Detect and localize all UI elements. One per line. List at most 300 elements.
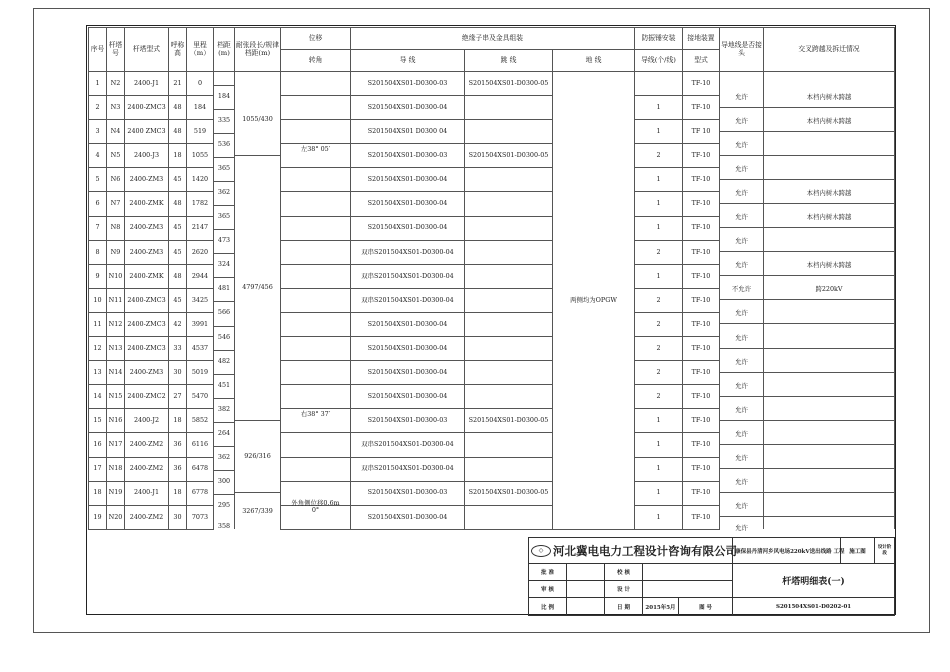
row-grounding: TF-10 xyxy=(683,337,720,361)
row-mileage: 6478 xyxy=(187,457,214,481)
header-pole-type: 杆塔型式 xyxy=(125,28,169,72)
row-mileage: 4537 xyxy=(187,337,214,361)
stage-note: 设计阶段 xyxy=(875,538,895,564)
header-displacement: 位移 xyxy=(281,28,351,50)
row-jumper xyxy=(465,361,553,385)
span-value: 264 xyxy=(217,428,231,437)
span-divider xyxy=(214,446,235,447)
row-damper: 1 xyxy=(635,216,683,240)
joint-divider xyxy=(720,155,895,156)
row-grounding: TF-10 xyxy=(683,385,720,409)
span-value: 335 xyxy=(217,115,231,124)
span-divider xyxy=(214,350,235,351)
joint-allowed-value: 允许 xyxy=(735,405,748,414)
joint-divider xyxy=(720,179,895,180)
row-pole-type: 2400-ZMC2 xyxy=(125,385,169,409)
check-value xyxy=(643,564,733,581)
span-divider xyxy=(214,326,235,327)
row-nominal-height: 30 xyxy=(169,361,187,385)
row-grounding: TF-10 xyxy=(683,409,720,433)
span-divider xyxy=(214,301,235,302)
header-damper: 防振锤安装 xyxy=(635,28,683,50)
row-grounding: TF-10 xyxy=(683,216,720,240)
joint-divider xyxy=(720,348,895,349)
row-grounding: TF-10 xyxy=(683,96,720,120)
row-nominal-height: 21 xyxy=(169,72,187,96)
joint-divider xyxy=(720,492,895,493)
row-mileage: 5019 xyxy=(187,361,214,385)
span-divider xyxy=(214,494,235,495)
row-tension-section xyxy=(235,168,281,192)
tension-section-value: 3267/339 xyxy=(242,506,273,515)
row-seq: 18 xyxy=(89,481,107,505)
row-damper: 2 xyxy=(635,312,683,336)
row-turn-angle xyxy=(281,312,351,336)
row-grounding: TF-10 xyxy=(683,361,720,385)
row-crossing xyxy=(764,337,895,361)
row-nominal-height: 48 xyxy=(169,96,187,120)
turn-angle-n16: 右38° 37′ xyxy=(300,409,331,418)
row-grounding: TF-10 xyxy=(683,264,720,288)
design-value xyxy=(643,581,733,598)
row-tension-section xyxy=(235,240,281,264)
span-divider xyxy=(214,229,235,230)
row-jumper: S201504XS01-D0300-05 xyxy=(465,481,553,505)
row-crossing xyxy=(764,385,895,409)
row-mileage: 0 xyxy=(187,72,214,96)
row-grounding: TF-10 xyxy=(683,192,720,216)
span-value: 362 xyxy=(217,453,231,461)
row-jumper xyxy=(465,505,553,529)
span-value: 382 xyxy=(217,404,231,413)
row-jumper xyxy=(465,288,553,312)
row-conductor: S201504XS01-D0300-03 xyxy=(351,409,465,433)
row-ground-wire: 两侧均为OPGW xyxy=(553,72,635,530)
row-pole-no: N12 xyxy=(107,312,125,336)
row-mileage: 2620 xyxy=(187,240,214,264)
row-damper: 1 xyxy=(635,433,683,457)
row-pole-no: N2 xyxy=(107,72,125,96)
row-pole-type: 2400-ZM2 xyxy=(125,505,169,529)
span-value: 358 xyxy=(217,522,231,531)
row-nominal-height: 36 xyxy=(169,457,187,481)
row-pole-type: 2400-J3 xyxy=(125,144,169,168)
stage: 施工图 xyxy=(841,538,875,564)
row-damper: 1 xyxy=(635,505,683,529)
drawing-title: 杆塔明细表(一) xyxy=(733,564,895,598)
row-pole-no: N8 xyxy=(107,216,125,240)
row-jumper xyxy=(465,216,553,240)
row-mileage: 519 xyxy=(187,120,214,144)
row-pole-no: N10 xyxy=(107,264,125,288)
row-jumper xyxy=(465,457,553,481)
row-seq: 2 xyxy=(89,96,107,120)
company-logo-icon: ◇ xyxy=(531,545,551,557)
row-conductor: 双串S201504XS01-D0300-04 xyxy=(351,457,465,481)
row-pole-type: 2400-J2 xyxy=(125,409,169,433)
row-mileage: 6116 xyxy=(187,433,214,457)
span-divider xyxy=(214,470,235,471)
row-mileage: 1420 xyxy=(187,168,214,192)
joint-divider xyxy=(720,107,895,108)
row-conductor: S201504XS01-D0300-03 xyxy=(351,72,465,96)
joint-divider xyxy=(720,131,895,132)
joint-divider xyxy=(720,275,895,276)
span-divider xyxy=(214,157,235,158)
row-nominal-height: 36 xyxy=(169,433,187,457)
span-divider xyxy=(214,181,235,182)
row-tension-section xyxy=(235,409,281,433)
row-jumper xyxy=(465,96,553,120)
row-conductor: S201504XS01-D0300-04 xyxy=(351,168,465,192)
row-damper: 2 xyxy=(635,337,683,361)
table-row xyxy=(89,312,895,336)
row-mileage: 1782 xyxy=(187,192,214,216)
span-value: 546 xyxy=(217,332,231,341)
row-pole-no: N15 xyxy=(107,385,125,409)
date-value: 2015年5月 xyxy=(643,598,679,616)
pole-detail-table xyxy=(88,27,895,533)
row-seq: 12 xyxy=(89,337,107,361)
header-joint: 导地线是否接头 xyxy=(720,28,764,72)
drawing-no-label: 图 号 xyxy=(679,598,733,616)
table-row xyxy=(89,385,895,409)
row-jumper xyxy=(465,312,553,336)
row-grounding: TF-10 xyxy=(683,168,720,192)
review-value xyxy=(567,581,605,598)
joint-allowed-value: 允许 xyxy=(735,381,748,390)
row-damper xyxy=(635,72,683,96)
row-pole-type: 2400-ZM3 xyxy=(125,361,169,385)
date-label: 日 期 xyxy=(605,598,643,616)
row-seq: 16 xyxy=(89,433,107,457)
joint-allowed-value: 允许 xyxy=(735,261,748,270)
row-pole-type: 2400-ZM2 xyxy=(125,433,169,457)
row-seq: 10 xyxy=(89,288,107,312)
row-tension-section xyxy=(235,361,281,385)
row-turn-angle xyxy=(281,72,351,96)
row-damper: 2 xyxy=(635,144,683,168)
row-nominal-height: 48 xyxy=(169,192,187,216)
row-damper: 1 xyxy=(635,120,683,144)
joint-allowed-value: 允许 xyxy=(735,478,748,487)
row-pole-no: N20 xyxy=(107,505,125,529)
row-seq: 3 xyxy=(89,120,107,144)
row-mileage: 3425 xyxy=(187,288,214,312)
row-seq: 6 xyxy=(89,192,107,216)
row-seq: 17 xyxy=(89,457,107,481)
joint-divider xyxy=(720,516,895,517)
row-pole-type: 2400-J1 xyxy=(125,72,169,96)
row-crossing xyxy=(764,457,895,481)
row-nominal-height: 45 xyxy=(169,240,187,264)
crossing-value: 本档内树木跨越 xyxy=(806,213,852,222)
row-pole-no: N13 xyxy=(107,337,125,361)
header-grounding-sub: 型式 xyxy=(683,50,720,72)
row-conductor: S201504XS01-D0300-04 xyxy=(351,192,465,216)
row-pole-type: 2400-ZMC3 xyxy=(125,96,169,120)
row-damper: 1 xyxy=(635,192,683,216)
joint-divider xyxy=(720,396,895,397)
span-divider xyxy=(214,85,235,86)
joint-allowed-value: 允许 xyxy=(735,333,748,342)
row-seq: 11 xyxy=(89,312,107,336)
row-tension-section xyxy=(235,192,281,216)
row-damper: 1 xyxy=(635,409,683,433)
joint-divider xyxy=(720,372,895,373)
row-conductor: S201504XS01-D0300-04 xyxy=(351,216,465,240)
row-crossing xyxy=(764,144,895,168)
row-pole-type: 2400-ZMK xyxy=(125,264,169,288)
row-conductor: S201504XS01-D0300-04 xyxy=(351,96,465,120)
row-pole-no: N16 xyxy=(107,409,125,433)
row-nominal-height: 18 xyxy=(169,481,187,505)
joint-divider xyxy=(720,468,895,469)
row-seq: 14 xyxy=(89,385,107,409)
row-grounding: TF 10 xyxy=(683,120,720,144)
span-divider xyxy=(214,253,235,254)
turn-angle-n19: 0° xyxy=(311,506,320,515)
span-value: 184 xyxy=(217,91,231,100)
row-pole-type: 2400-ZMK xyxy=(125,192,169,216)
row-seq: 8 xyxy=(89,240,107,264)
row-damper: 2 xyxy=(635,288,683,312)
span-value: 481 xyxy=(217,284,231,293)
span-divider xyxy=(214,422,235,423)
span-divider xyxy=(214,109,235,110)
row-crossing xyxy=(764,361,895,385)
joint-allowed-value: 允许 xyxy=(735,357,748,366)
span-value: 482 xyxy=(217,356,231,365)
scale-label: 比 例 xyxy=(529,598,567,616)
span-value: 451 xyxy=(217,380,231,389)
row-grounding: TF-10 xyxy=(683,481,720,505)
review-label: 审 核 xyxy=(529,581,567,598)
joint-allowed-value: 允许 xyxy=(735,213,748,222)
header-crossing: 交叉跨越及拆迁情况 xyxy=(764,28,895,72)
joint-divider xyxy=(720,227,895,228)
row-tension-section xyxy=(235,312,281,336)
row-pole-type: 2400-ZMC3 xyxy=(125,312,169,336)
row-damper: 1 xyxy=(635,481,683,505)
row-grounding: TF-10 xyxy=(683,72,720,96)
joint-allowed-value: 允许 xyxy=(735,524,748,533)
header-pole-no: 杆塔号 xyxy=(107,28,125,72)
row-turn-angle xyxy=(281,457,351,481)
span-divider xyxy=(214,374,235,375)
joint-allowed-value: 允许 xyxy=(735,164,748,173)
table-row xyxy=(89,433,895,457)
row-pole-no: N19 xyxy=(107,481,125,505)
row-seq: 5 xyxy=(89,168,107,192)
row-grounding: TF-10 xyxy=(683,505,720,529)
row-seq: 9 xyxy=(89,264,107,288)
scale-value xyxy=(567,598,605,616)
row-pole-no: N3 xyxy=(107,96,125,120)
row-pole-no: N9 xyxy=(107,240,125,264)
row-nominal-height: 33 xyxy=(169,337,187,361)
span-value: 473 xyxy=(217,236,231,245)
tension-divider xyxy=(235,420,281,421)
row-conductor: 双串S201504XS01-D0300-04 xyxy=(351,433,465,457)
row-pole-type: 2400-ZMC3 xyxy=(125,288,169,312)
row-seq: 7 xyxy=(89,216,107,240)
header-turn-angle: 转角 xyxy=(281,50,351,72)
header-tension-section: 耐张段长/规律档距(m) xyxy=(235,28,281,72)
row-nominal-height: 27 xyxy=(169,385,187,409)
table-row xyxy=(89,505,895,529)
row-pole-type: 2400-ZMC3 xyxy=(125,337,169,361)
span-value: 324 xyxy=(217,260,231,269)
row-tension-section xyxy=(235,120,281,144)
span-value: 362 xyxy=(217,187,231,196)
row-pole-type: 2400-ZM3 xyxy=(125,216,169,240)
row-damper: 1 xyxy=(635,168,683,192)
span-value: 365 xyxy=(217,163,231,172)
header-mileage: 里程（m） xyxy=(187,28,214,72)
row-jumper xyxy=(465,433,553,457)
row-nominal-height: 45 xyxy=(169,288,187,312)
row-grounding: TF-10 xyxy=(683,433,720,457)
table-row xyxy=(89,361,895,385)
row-crossing xyxy=(764,481,895,505)
crossing-value: 本档内树木跨越 xyxy=(806,261,852,270)
approve-label: 批 准 xyxy=(529,564,567,581)
span-divider xyxy=(214,205,235,206)
header-span: 档距(m) xyxy=(214,28,235,72)
crossing-value: 本档内树木跨越 xyxy=(806,92,852,101)
row-nominal-height: 45 xyxy=(169,216,187,240)
span-value: 536 xyxy=(217,139,231,148)
title-block xyxy=(528,537,894,615)
row-turn-angle xyxy=(281,385,351,409)
joint-allowed-value: 允许 xyxy=(735,502,748,511)
row-turn-angle xyxy=(281,264,351,288)
row-grounding: TF-10 xyxy=(683,240,720,264)
span-value: 566 xyxy=(217,308,231,317)
row-conductor: S201504XS01-D0300-04 xyxy=(351,312,465,336)
table-row xyxy=(89,409,895,433)
design-label: 设 计 xyxy=(605,581,643,598)
row-mileage: 3991 xyxy=(187,312,214,336)
row-turn-angle xyxy=(281,168,351,192)
row-tension-section xyxy=(235,144,281,168)
table-row xyxy=(89,144,895,168)
row-jumper xyxy=(465,385,553,409)
row-turn-angle xyxy=(281,192,351,216)
header-conductor: 导 线 xyxy=(351,50,465,72)
header-damper-sub: 导线(个/线) xyxy=(635,50,683,72)
row-nominal-height: 42 xyxy=(169,312,187,336)
tension-section-value: 4797/456 xyxy=(242,283,273,292)
joint-allowed-value: 允许 xyxy=(735,140,748,149)
row-conductor: S201504XS01 D0300 04 xyxy=(351,120,465,144)
row-pole-type: 2400-ZM2 xyxy=(125,457,169,481)
check-label: 校 核 xyxy=(605,564,643,581)
row-pole-type: 2400-J1 xyxy=(125,481,169,505)
row-turn-angle xyxy=(281,433,351,457)
row-damper: 2 xyxy=(635,361,683,385)
row-mileage: 184 xyxy=(187,96,214,120)
row-conductor: S201504XS01-D0300-03 xyxy=(351,481,465,505)
row-grounding: TF-10 xyxy=(683,288,720,312)
crossing-value: 跨220kV xyxy=(815,285,843,294)
joint-divider xyxy=(720,420,895,421)
row-mileage: 6778 xyxy=(187,481,214,505)
row-conductor: 双串S201504XS01-D0300-04 xyxy=(351,288,465,312)
row-jumper xyxy=(465,264,553,288)
row-damper: 2 xyxy=(635,240,683,264)
row-damper: 1 xyxy=(635,457,683,481)
row-pole-no: N6 xyxy=(107,168,125,192)
row-crossing xyxy=(764,409,895,433)
row-damper: 1 xyxy=(635,96,683,120)
joint-divider xyxy=(720,251,895,252)
span-value: 300 xyxy=(217,477,231,486)
row-pole-no: N5 xyxy=(107,144,125,168)
row-nominal-height: 30 xyxy=(169,505,187,529)
project-name: 康保县丹清河乡风电场220kV送出线路 工程 xyxy=(733,538,841,564)
row-grounding: TF-10 xyxy=(683,457,720,481)
company-name xyxy=(529,538,737,564)
row-tension-section xyxy=(235,481,281,505)
header-ground-wire: 地 线 xyxy=(553,50,635,72)
row-crossing xyxy=(764,505,895,529)
displacement-n19: 外角侧位移0.6m xyxy=(291,499,340,508)
row-jumper: S201504XS01-D0300-05 xyxy=(465,144,553,168)
row-nominal-height: 18 xyxy=(169,144,187,168)
joint-allowed-value: 允许 xyxy=(735,309,748,318)
row-jumper xyxy=(465,192,553,216)
row-nominal-height: 48 xyxy=(169,264,187,288)
row-seq: 4 xyxy=(89,144,107,168)
row-mileage: 7073 xyxy=(187,505,214,529)
tension-divider xyxy=(235,492,281,493)
joint-allowed-value: 允许 xyxy=(735,454,748,462)
row-seq: 19 xyxy=(89,505,107,529)
row-jumper xyxy=(465,337,553,361)
row-crossing xyxy=(764,433,895,457)
row-pole-type: 2400-ZM3 xyxy=(125,240,169,264)
row-tension-section xyxy=(235,457,281,481)
row-mileage: 5852 xyxy=(187,409,214,433)
row-jumper xyxy=(465,168,553,192)
row-turn-angle xyxy=(281,120,351,144)
table-row xyxy=(89,337,895,361)
crossing-value: 本档内树木跨越 xyxy=(806,188,852,197)
row-grounding: TF-10 xyxy=(683,312,720,336)
row-pole-no: N18 xyxy=(107,457,125,481)
row-tension-section xyxy=(235,385,281,409)
row-conductor: 双串S201504XS01-D0300-04 xyxy=(351,264,465,288)
company-text: 河北冀电电力工程设计咨询有限公司 xyxy=(553,543,737,558)
tension-section-value: 1055/430 xyxy=(242,114,273,123)
joint-allowed-value: 允许 xyxy=(735,429,748,438)
table-row xyxy=(89,481,895,505)
header-seq: 序号 xyxy=(89,28,107,72)
row-tension-section xyxy=(235,337,281,361)
row-pole-no: N4 xyxy=(107,120,125,144)
row-grounding: TF-10 xyxy=(683,144,720,168)
row-damper: 2 xyxy=(635,385,683,409)
tension-section-value: 926/316 xyxy=(244,451,271,460)
span-value: 365 xyxy=(217,212,231,221)
row-pole-type: 2400 ZMC3 xyxy=(125,120,169,144)
row-conductor: S201504XS01-D0300-04 xyxy=(351,337,465,361)
joint-divider xyxy=(720,444,895,445)
row-pole-no: N7 xyxy=(107,192,125,216)
row-turn-angle xyxy=(281,216,351,240)
